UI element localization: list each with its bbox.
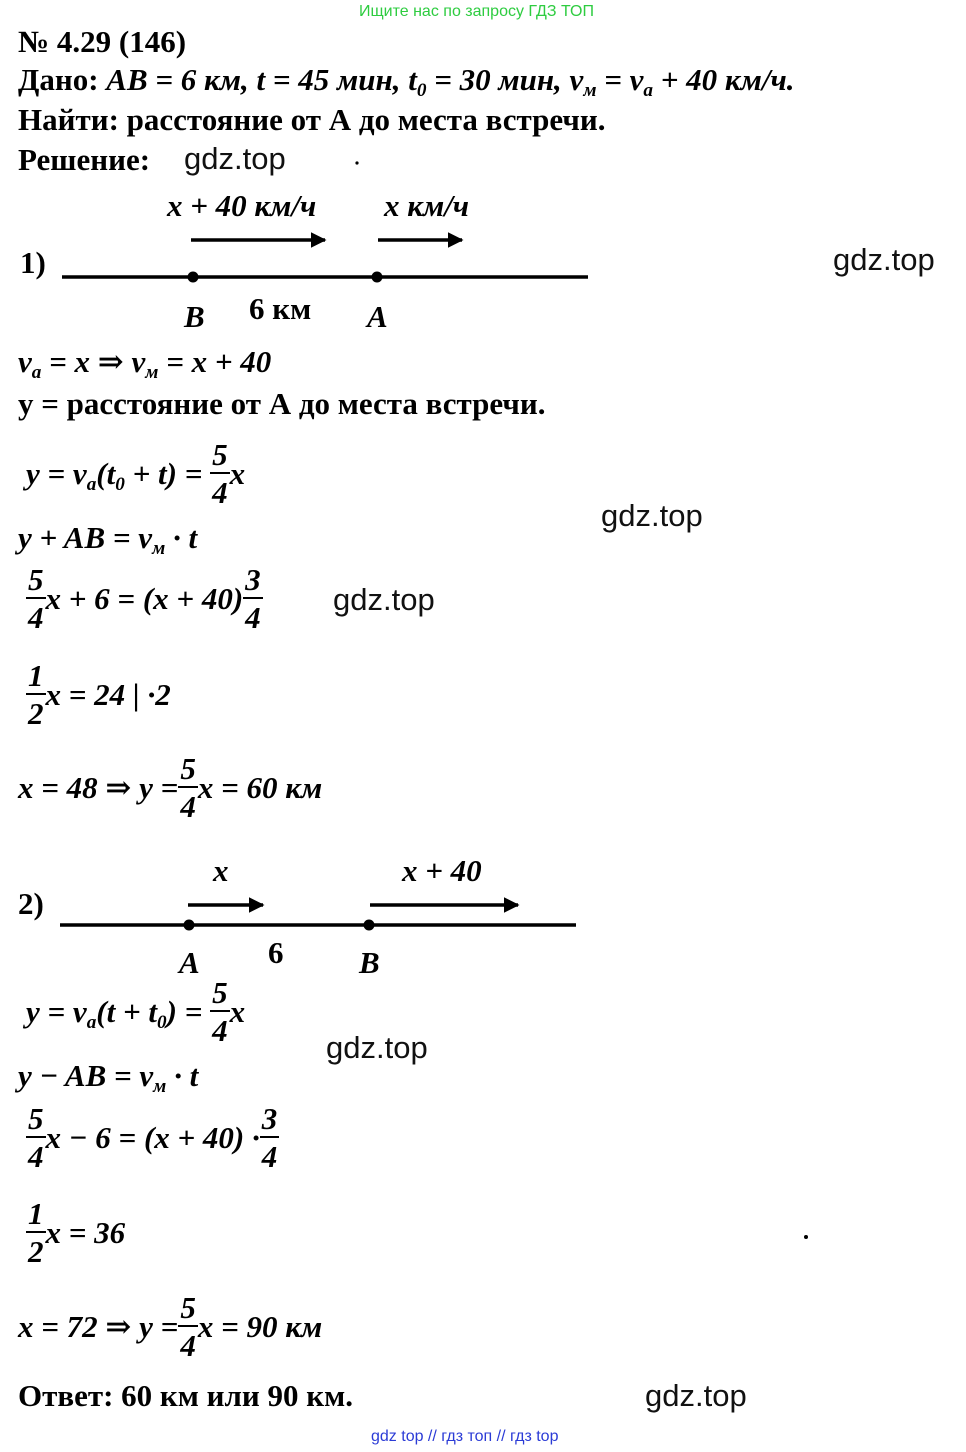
top-banner[interactable]: Ищите нас по запросу ГДЗ ТОП: [359, 3, 594, 20]
given-label: Дано:: [18, 62, 99, 97]
case2-point-a-dot: [184, 920, 195, 931]
case1-speed-right: x км/ч: [384, 188, 470, 223]
case1-speed-left: x + 40 км/ч: [167, 188, 317, 223]
given-velocity: $v_м = v_а + 40$ км/ч.: [569, 62, 795, 101]
case1-point-b-dot: [188, 272, 199, 283]
case2-point-b-dot: [364, 920, 375, 931]
case2-equation-4: $\frac{1}{2}$ x = 36: [28, 1196, 126, 1269]
case2-point-b-label: B: [359, 945, 380, 980]
case1-equation-1: $y = v_а(t_0 + t)$ = $\frac{5}{4}$ x: [26, 437, 246, 510]
case2-speed-right: x + 40: [402, 853, 482, 888]
case1-distance: 6 км: [249, 291, 312, 326]
case2-equation-2: y − AB = $v_м \cdot t$: [18, 1058, 199, 1097]
watermark-3: gdz.top: [601, 498, 703, 533]
problem-title: № 4.29 (146): [18, 24, 187, 59]
watermark-5: gdz.top: [326, 1030, 428, 1065]
case2-point-a-label: A: [179, 945, 200, 980]
watermark-1: gdz.top: [184, 141, 286, 176]
case1-y-definition: y = расстояние от А до места встречи.: [18, 386, 546, 421]
given-ab: AB = 6 км,: [106, 62, 249, 97]
scan-dot-1: [355, 161, 358, 164]
answer-line: Ответ: 60 км или 90 км.: [18, 1378, 353, 1413]
given-t: t = 45 мин,: [256, 62, 401, 97]
case1-point-a-label: A: [367, 299, 388, 334]
case1-number: 1): [20, 245, 46, 280]
given-t0: $t_0 = 30$ мин,: [408, 62, 562, 101]
case1-equation-4: $\frac{1}{2}$ x = 24 | ·2: [28, 658, 171, 731]
watermark-4: gdz.top: [333, 582, 435, 617]
case1-point-b-label: B: [184, 299, 205, 334]
case2-number: 2): [18, 886, 44, 921]
case1-point-a-dot: [372, 272, 383, 283]
footer-links[interactable]: gdz top // гдз топ // гдз top: [371, 1428, 559, 1445]
find-line: Найти: расстояние от А до места встречи.: [18, 102, 606, 137]
case2-equation-1: $y = v_а(t + t_0)$ = $\frac{5}{4}$ x: [26, 975, 246, 1048]
scan-dot-2: [804, 1235, 808, 1239]
watermark-6: gdz.top: [645, 1378, 747, 1413]
case2-equation-5: x = 72 ⇒ y = $\frac{5}{4}$ x = 90 км: [18, 1290, 323, 1363]
case1-equation-3: $\frac{5}{4}$ x + 6 = (x + 40) $\frac{3}{4}$: [28, 562, 261, 635]
case2-speed-left: x: [213, 853, 229, 888]
solution-label: Решение:: [18, 142, 151, 177]
case1-equation-2: y + AB = $v_м \cdot t$: [18, 520, 198, 559]
case2-distance: 6: [268, 935, 284, 970]
case1-equation-5: x = 48 ⇒ y = $\frac{5}{4}$ x = 60 км: [18, 751, 323, 824]
case2-equation-3: $\frac{5}{4}$ x − 6 = (x + 40) · $\frac{3}{4}$: [28, 1101, 278, 1174]
watermark-2: gdz.top: [833, 242, 935, 277]
case1-velocity-relation: $v_a = x$ ⇒ $v_м = x + 40$: [18, 344, 272, 383]
